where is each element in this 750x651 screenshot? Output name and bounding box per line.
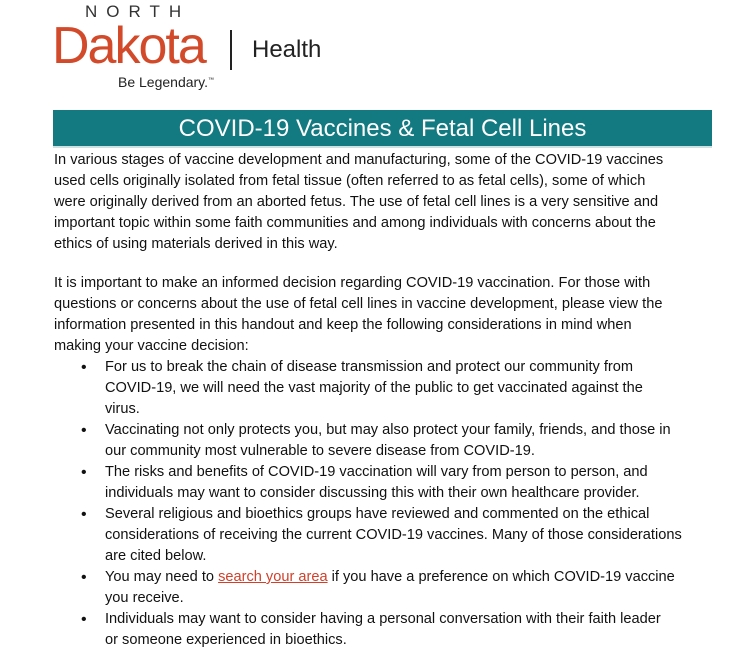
list-item	[54, 357, 682, 420]
logo-dakota: Dakota	[52, 17, 205, 75]
nd-health-logo	[52, 0, 352, 100]
text-segment: You may need to	[105, 569, 219, 585]
text-line: • For us to break the chain of disease transmission and protect our community from	[105, 359, 634, 375]
text-line: our community most vulnerable to severe disease from COVID-19.	[105, 443, 535, 459]
logo-tagline	[118, 74, 214, 90]
list-item	[54, 420, 682, 462]
list-item	[54, 462, 682, 504]
logo-divider	[230, 30, 232, 70]
text-line: making your vaccine decision:	[54, 338, 249, 354]
text-line: • Vaccinating not only protects you, but may also protect your family, friends, and those in	[105, 422, 671, 438]
paragraph-decision	[54, 273, 682, 357]
trademark: ™	[208, 77, 215, 84]
text-line: are cited below.	[105, 548, 207, 564]
list-item	[54, 567, 682, 609]
text-line: were originally derived from an aborted fetus. The use of fetal cell lines is a very sensitive and	[54, 194, 659, 210]
tagline-text: Be Legendary.	[118, 74, 209, 90]
text-line: • Several religious and bioethics groups have reviewed and commented on the ethical	[105, 506, 650, 522]
text-line: or someone experienced in bioethics.	[105, 632, 347, 648]
list-item	[54, 504, 682, 567]
text-line: questions or concerns about the use of fetal cell lines in vaccine development, please view the	[54, 296, 663, 312]
logo-north: NORTH	[85, 2, 191, 21]
text-line: individuals may want to consider discussing this with their own healthcare provider.	[105, 485, 640, 501]
page-title: COVID-19 Vaccines & Fetal Cell Lines	[53, 110, 712, 148]
list-item	[54, 609, 682, 651]
paragraph-intro	[54, 150, 682, 255]
search-your-area-link[interactable]: search your area	[218, 569, 328, 585]
text-line: • Individuals may want to consider having a personal conversation with their faith leader	[105, 611, 661, 627]
text-line	[105, 567, 682, 588]
text-line: considerations of receiving the current COVID-19 vaccines. Many of those considerations	[105, 527, 682, 543]
text-line: used cells originally isolated from fetal tissue (often referred to as fetal cells), some of which	[54, 173, 646, 189]
text-segment: if you have a preference on which COVID-19 vaccine	[327, 569, 675, 585]
document-body	[54, 150, 682, 651]
text-line: information presented in this handout and keep the following considerations in mind when	[54, 317, 632, 333]
considerations-list	[54, 357, 682, 651]
text-line: It is important to make an informed decision regarding COVID-19 vaccination. For those with	[54, 275, 651, 291]
text-line: In various stages of vaccine development and manufacturing, some of the COVID-19 vaccines	[54, 152, 664, 168]
text-line: you receive.	[105, 590, 184, 606]
text-line: virus.	[105, 401, 140, 417]
text-line: • The risks and benefits of COVID-19 vaccination will vary from person to person, and	[105, 464, 648, 480]
text-line: ethics of using materials derived in this way.	[54, 236, 338, 252]
text-line: COVID-19, we will need the vast majority of the public to get vaccinated against the	[105, 380, 643, 396]
text-line: important topic within some faith communities and among individuals with concerns about the	[54, 215, 656, 231]
logo-health: Health	[252, 36, 322, 63]
